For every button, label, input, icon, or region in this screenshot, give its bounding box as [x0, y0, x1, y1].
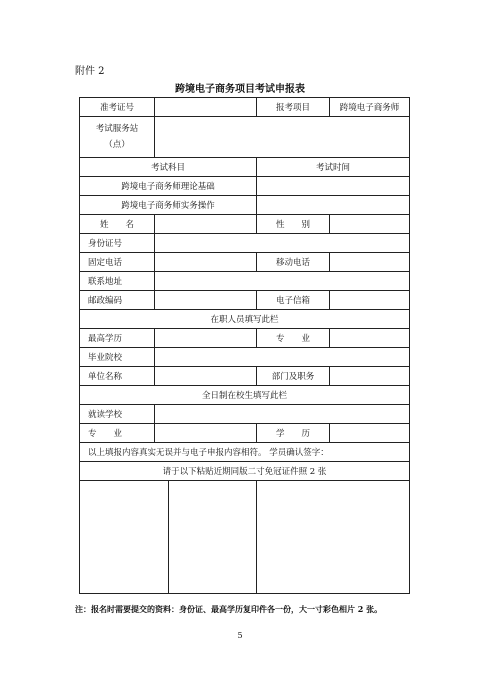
student-major-field[interactable] [155, 424, 257, 443]
graduated-label: 毕业院校 [80, 348, 155, 367]
application-form-table [79, 97, 410, 594]
row-exam-center [80, 117, 410, 158]
employer-label: 单位名称 [80, 367, 155, 386]
graduated-field[interactable] [155, 348, 410, 367]
attachment-label: 附件 2 [75, 66, 105, 77]
photo-slot-right[interactable] [257, 481, 410, 594]
gender-label: 性 别 [257, 215, 330, 234]
employed-section-header: 在职人员填写此栏 [80, 310, 410, 329]
row-admission [80, 98, 410, 117]
row-postcode [80, 291, 410, 310]
exam-center-field[interactable] [155, 117, 410, 158]
row-student-section [80, 386, 410, 405]
subject-header: 考试科目 [80, 158, 257, 177]
row-education [80, 329, 410, 348]
school-label: 就读学校 [80, 405, 155, 424]
photo-slot-left[interactable] [80, 481, 169, 593]
dept-field[interactable] [330, 367, 410, 386]
address-label: 联系地址 [80, 272, 155, 291]
mobile-label: 移动电话 [257, 253, 330, 272]
address-field[interactable] [155, 272, 410, 291]
row-subject-1 [80, 177, 410, 196]
school-field[interactable] [155, 405, 410, 424]
degree-field[interactable] [330, 424, 410, 443]
exam-center-label-line1: 考试服务站 [95, 124, 139, 134]
phone-label: 固定电话 [80, 253, 155, 272]
id-label: 身份证号 [80, 234, 155, 253]
row-student-major [80, 424, 410, 443]
employer-field[interactable] [155, 367, 257, 386]
row-school [80, 405, 410, 424]
subject-time-field[interactable] [257, 196, 410, 215]
gender-field[interactable] [330, 215, 410, 234]
admission-no-label: 准考证号 [80, 98, 155, 117]
major-field[interactable] [330, 329, 410, 348]
email-field[interactable] [330, 291, 410, 310]
exam-center-label [80, 117, 155, 158]
subject-name: 跨境电子商务师实务操作 [80, 196, 257, 215]
photo-instruction: 请于以下粘贴近期同版二寸免冠证件照 2 张 [80, 462, 410, 481]
photo-slot[interactable] [80, 481, 257, 594]
subject-time-field[interactable] [257, 177, 410, 196]
row-name [80, 215, 410, 234]
admission-no-field[interactable] [155, 98, 257, 117]
exam-item-value: 跨境电子商务师 [330, 98, 410, 117]
form-title: 跨境电子商务项目考试申报表 [175, 84, 305, 95]
phone-field[interactable] [155, 253, 257, 272]
email-label: 电子信箱 [257, 291, 330, 310]
postcode-label: 邮政编码 [80, 291, 155, 310]
row-employer [80, 367, 410, 386]
row-address [80, 272, 410, 291]
row-graduated [80, 348, 410, 367]
row-photo-slots [80, 481, 410, 594]
subject-name: 跨境电子商务师理论基础 [80, 177, 257, 196]
id-field[interactable] [155, 234, 410, 253]
row-phone [80, 253, 410, 272]
postcode-field[interactable] [155, 291, 257, 310]
row-declaration [80, 443, 410, 462]
row-photo-instruction [80, 462, 410, 481]
student-section-header: 全日制在校生填写此栏 [80, 386, 410, 405]
declaration-text: 以上填报内容真实无误并与电子申报内容相符。 学员确认签字： [80, 443, 410, 462]
dept-label: 部门及职务 [257, 367, 330, 386]
name-field[interactable] [155, 215, 257, 234]
education-field[interactable] [155, 329, 257, 348]
photo-slot-middle[interactable] [169, 481, 257, 593]
mobile-field[interactable] [330, 253, 410, 272]
row-subject-2 [80, 196, 410, 215]
exam-item-label: 报考项目 [257, 98, 330, 117]
education-label: 最高学历 [80, 329, 155, 348]
name-label: 姓 名 [80, 215, 155, 234]
row-id [80, 234, 410, 253]
row-subject-header [80, 158, 410, 177]
major-label: 专 业 [257, 329, 330, 348]
note-text: 注：报名时需要提交的资料：身份证、最高学历复印件各一份，大一寸彩色相片 2 张。 [75, 604, 383, 614]
degree-label: 学 历 [257, 424, 330, 443]
time-header: 考试时间 [257, 158, 410, 177]
page-number: 5 [237, 631, 243, 640]
exam-center-label-line2: （点） [104, 140, 130, 150]
row-employed-section [80, 310, 410, 329]
student-major-label: 专 业 [80, 424, 155, 443]
